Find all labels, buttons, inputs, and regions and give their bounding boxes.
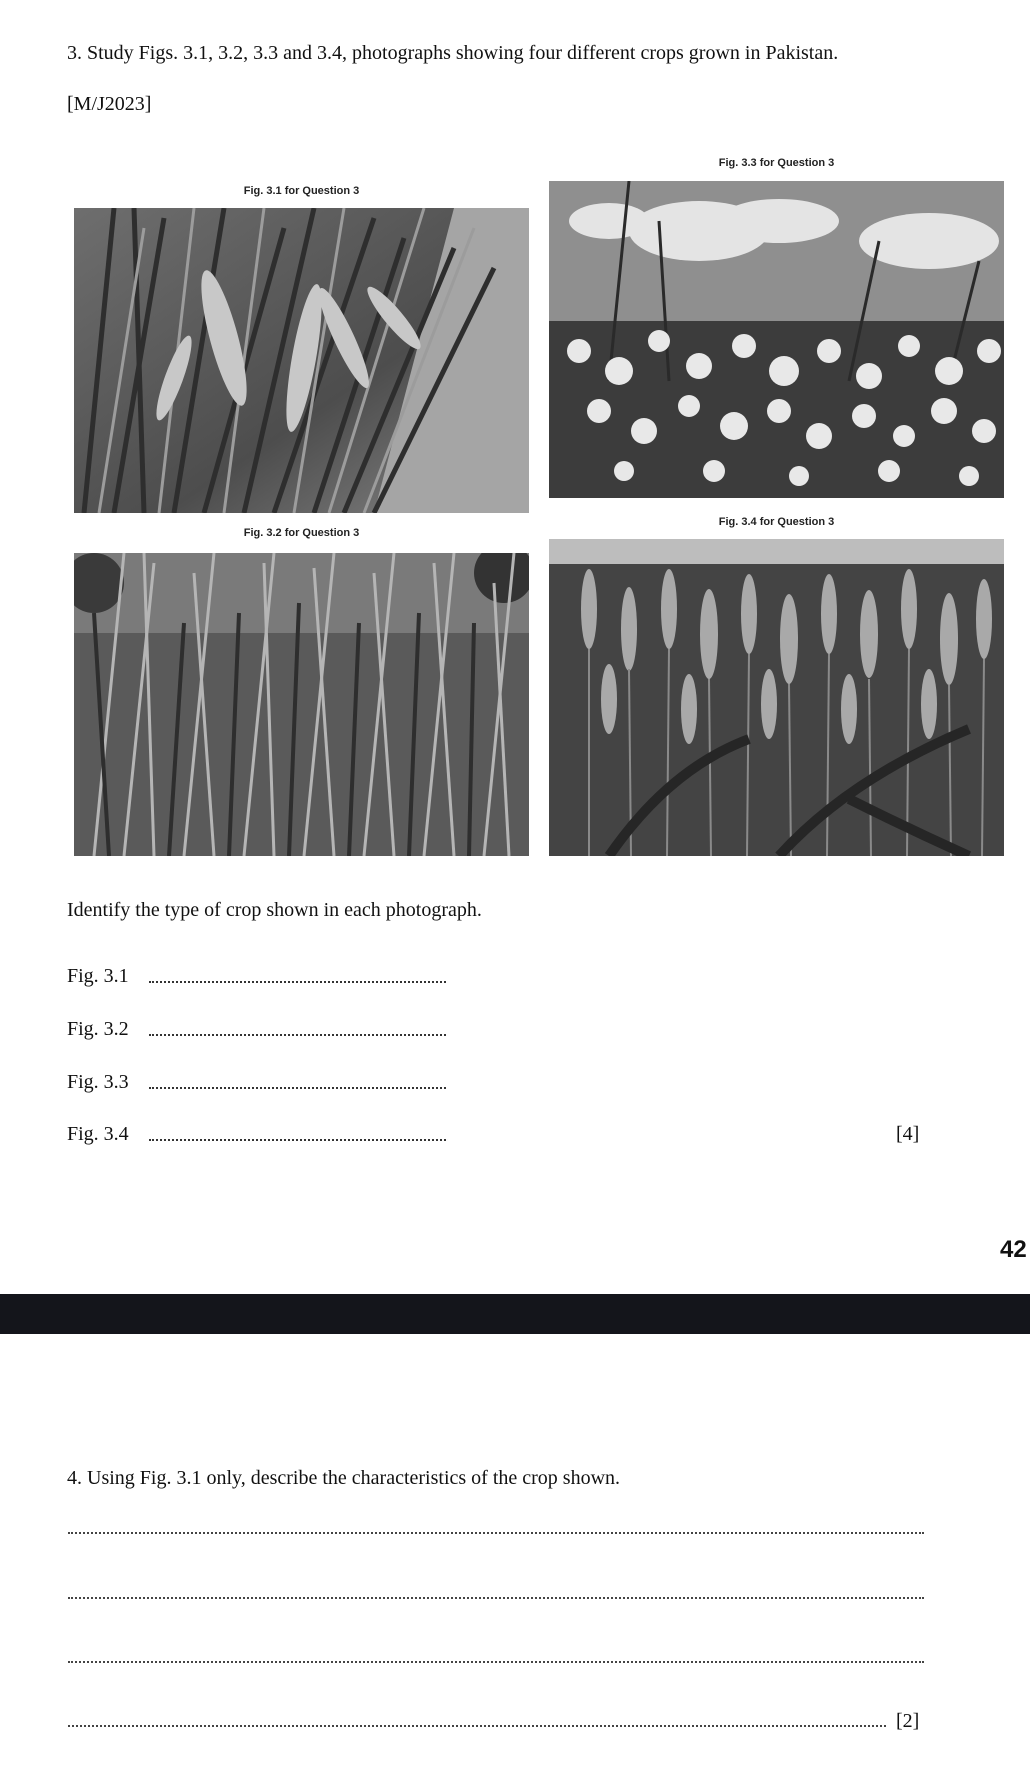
answer-line-q4-2[interactable]	[68, 1597, 924, 1599]
answer-line-fig-3-2[interactable]	[149, 1034, 446, 1036]
answer-line-q4-3[interactable]	[68, 1661, 924, 1663]
fig-3-1-photo	[74, 208, 529, 513]
fig-3-1-caption: Fig. 3.1 for Question 3	[243, 185, 360, 197]
answer-label: Fig. 3.2	[67, 1018, 129, 1040]
answer-row-fig-3-1	[67, 962, 446, 988]
fig-3-2-caption: Fig. 3.2 for Question 3	[243, 527, 360, 539]
question-4-stem: 4. Using Fig. 3.1 only, describe the characteristics of the crop shown.	[67, 1467, 621, 1489]
page-number: 42	[1000, 1236, 1027, 1263]
answer-line-q4-1[interactable]	[68, 1532, 924, 1534]
answer-line-fig-3-4[interactable]	[149, 1139, 446, 1141]
question-3-source: [M/J2023]	[67, 93, 152, 115]
answer-label: Fig. 3.1	[67, 965, 129, 987]
answer-line-fig-3-3[interactable]	[149, 1087, 446, 1089]
question-3-instruction: Identify the type of crop shown in each photograph.	[67, 899, 482, 921]
fig-3-4-caption: Fig. 3.4 for Question 3	[718, 516, 835, 528]
question-3-stem: 3. Study Figs. 3.1, 3.2, 3.3 and 3.4, photographs showing four different crops grown in Pakistan.	[67, 42, 839, 64]
fig-3-4-photo	[549, 539, 1004, 856]
fig-3-3-caption: Fig. 3.3 for Question 3	[718, 157, 835, 169]
answer-line-fig-3-1[interactable]	[149, 981, 446, 983]
answer-line-q4-4[interactable]	[68, 1725, 886, 1727]
answer-label: Fig. 3.3	[67, 1071, 129, 1093]
answer-row-fig-3-3	[67, 1068, 446, 1094]
page-divider-bar	[0, 1294, 1030, 1334]
fig-3-3-photo	[549, 181, 1004, 498]
answer-row-fig-3-4	[67, 1120, 446, 1146]
fig-3-2-photo	[74, 553, 529, 856]
question-4-marks: [2]	[896, 1710, 920, 1732]
question-3-marks: [4]	[896, 1123, 920, 1145]
answer-label: Fig. 3.4	[67, 1123, 129, 1145]
answer-row-fig-3-2	[67, 1015, 446, 1041]
